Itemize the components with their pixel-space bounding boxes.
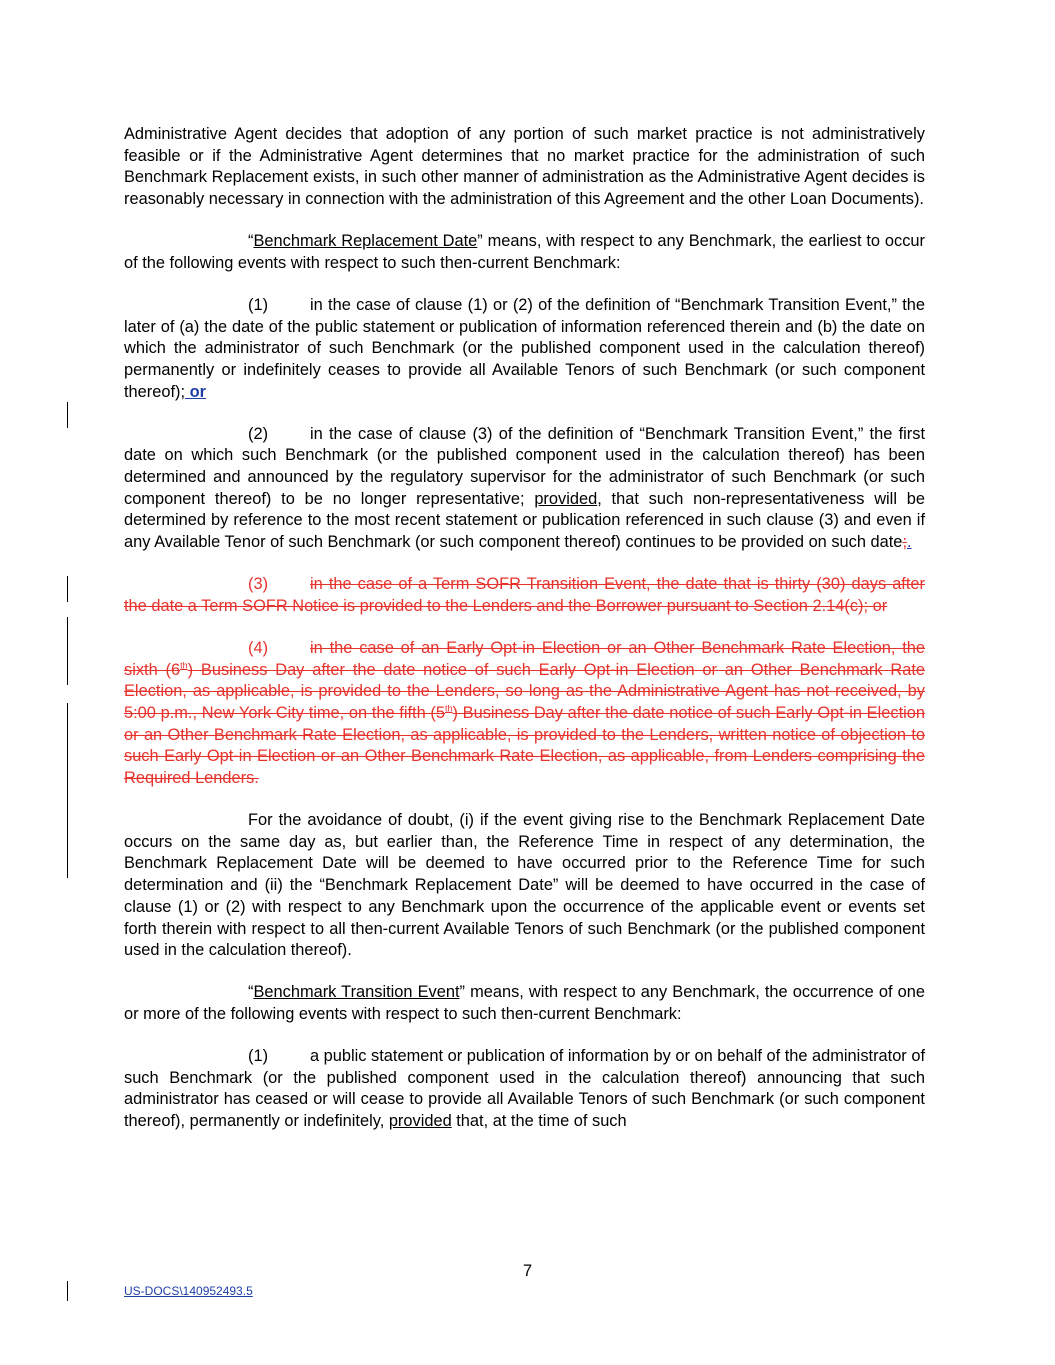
document-page	[124, 124, 925, 1133]
revision-bar	[67, 1281, 68, 1301]
page-number: 7	[522, 1262, 533, 1280]
deleted-text: ;	[902, 533, 907, 552]
list-item-1: (1) in the case of clause (1) or (2) of the definition of “Benchmark Transition Event,” the later of (a) the date of the public statement or publication of information referenced therein and (b) the date on which the administrator of such Benchmark (or the published component used in the calculation thereof) permanently or indefinitely ceases to provide all Available Tenors of such Benchmark (or such component thereof); or	[124, 295, 925, 401]
bte-list-item-1: (1) a public statement or publication of information by or on behalf of the administrator of such Benchmark (or the published component used in the calculation thereof) announcing that such administrator has ceased or will cease to provide all Available Tenors of such Benchmark (or such component thereof), permanently or indefinitely, provided that, at the time of such	[124, 1046, 925, 1131]
paragraph-avoidance-of-doubt: For the avoidance of doubt, (i) if the event giving rise to the Benchmark Replacement Date occurs on the same day as, but earlier than, the Reference Time in respect of any determination, the Benchmark Replacement Date will be deemed to have occurred prior to the Reference Time for such determination and (ii) the “Benchmark Replacement Date” will be deemed to have occurred in the case of clause (1) or (2) with respect to any Benchmark upon the occurrence of the applicable event or events set forth therein with respect to all then-current Available Tenors of such Benchmark (or the published component used in the calculation thereof).	[124, 811, 925, 960]
revision-bar	[67, 617, 68, 685]
list-item-2: (2) in the case of clause (3) of the definition of “Benchmark Transition Event,” the first date on which such Benchmark (or the published component used in the calculation thereof) has been determined and announced by the regulatory supervisor for the administrator of such Benchmark (or such component thereof) to be no longer representative; provided, that such non-representativeness will be determined by reference to the most recent statement or publication referenced in such clause (3) and even if any Available Tenor of such Benchmark (or such component thereof) continues to be provided on such date;.	[124, 424, 925, 552]
definition-benchmark-transition-event: “Benchmark Transition Event” means, with respect to any Benchmark, the occurrence of one or more of the following events with respect to such then-current Benchmark:	[124, 983, 925, 1023]
revision-bar	[67, 576, 68, 602]
inserted-text: or	[185, 382, 206, 401]
paragraph-continuation: Administrative Agent decides that adoption of any portion of such market practice is not administratively feasible or if the Administrative Agent determines that no market practice for the administration of such Benchmark Replacement exists, in such other manner of administration as the Administrative Agent decides is reasonably necessary in connection with the administration of this Agreement and the other Loan Documents).	[124, 125, 925, 209]
definition-benchmark-replacement-date: “Benchmark Replacement Date” means, with respect to any Benchmark, the earliest to occur of the following events with respect to such then-current Benchmark:	[124, 232, 925, 272]
deleted-list-item-3: (3) in the case of a Term SOFR Transition Event, the date that is thirty (30) days after the date a Term SOFR Notice is provided to the Lenders and the Borrower pursuant to Section 2.14(c); or	[124, 575, 925, 615]
document-id-link[interactable]: US-DOCS\140952493.5	[124, 1284, 253, 1298]
inserted-text: .	[907, 533, 912, 552]
revision-bar	[67, 703, 68, 878]
revision-bar	[67, 402, 68, 428]
defined-term: Benchmark Transition Event	[253, 983, 460, 1002]
defined-term: Benchmark Replacement Date	[253, 232, 478, 251]
deleted-list-item-4: (4) in the case of an Early Opt-in Election or an Other Benchmark Rate Election, the sixth (6th) Business Day after the date notice of such Early Opt-in Election or an Other Benchmark Rate Election, as applicable, is provided to the Lenders, so long as the Administrative Agent has not received, by 5:00 p.m., New York City time, on the fifth (5th) Business Day after the date notice of such Early Opt-in Election or an Other Benchmark Rate Election, as applicable, is provided to the Lenders, written notice of objection to such Early Opt-in Election or an Other Benchmark Rate Election, as applicable, from Lenders comprising the Required Lenders.	[124, 638, 925, 788]
